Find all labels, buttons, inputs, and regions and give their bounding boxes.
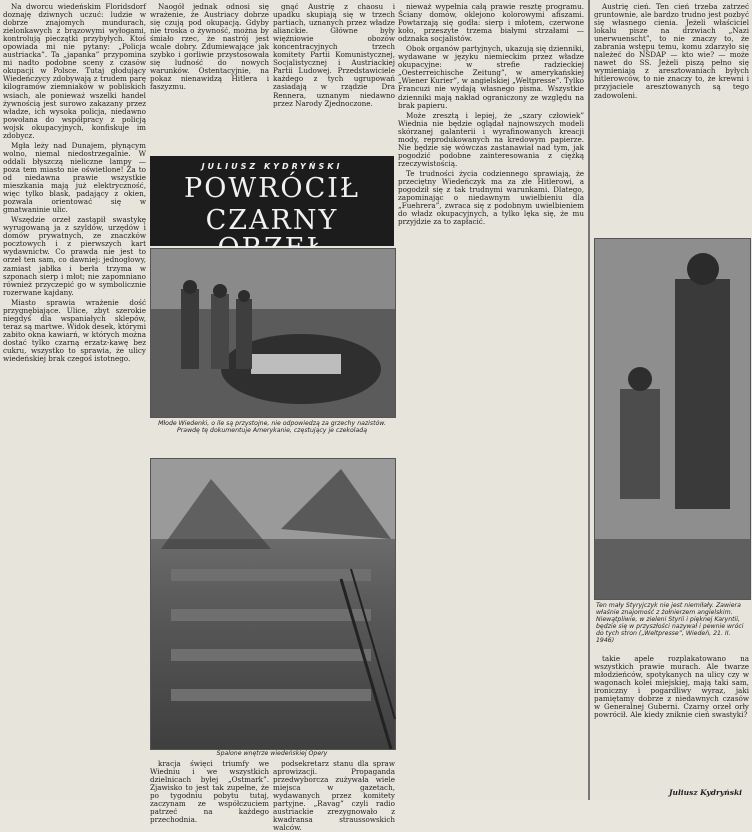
photo-caption-2: Spalone wnętrze wiedeńskiej Opery [216,750,328,757]
photo-caption-1: Młode Wiedenki, o ile są przystojne, nie odpowiedzą za grzechy nazistów. Prawdę tę dokumentuje Amerykanie, częstujący je czekoladą [158,420,386,434]
paragraph: Miasto sprawia wrażenie dość przygnębiające. Ulice, zbyt szerokie niegdyś dla wspaniałych sklepów, teraz są martwe. Widok desek, którymi zabito okna kawiarń, w których można dostać tylko czarną erzatz-kawę bez cukru, wszystko to sprawia, że ulicy wiedeńskiej brak czegoś istotnego. [3,297,146,364]
paragraph: Mgła leży nad Dunajem, płynącym wolno, niemal niedostrzegalnie. W oddali błyszczą nieliczne lampy — poza tem miasto nie oświetlone! Za to od niedawna prawie wszystkie mieszkania mają już elektryczność, więc tylko blask, padający z okien, pozwala orientować się w gmatwaninie ulic. [3,140,146,215]
paragraph: Obok organów partyjnych, ukazują się dzienniki, wydawane w języku niemieckim przez władze okupacyjne: w strefie radzieckiej „Oesterreichische Zeitung”, w amerykańskiej „Wiener Kurier”, w angielskiej „Weltpresse”. Tylko Francuzi nie wydają własnego pisma. Wszystkie dzienniki mają nakład ograniczony ze względu na brak papieru. [398,44,584,110]
paragraph: Austrię cień. Ten cień trzeba zatrzeć gruntownie, ale bardzo trudno jest pozbyć się własnego cienia. Jeżeli właściciel lokalu pisze na drzwiach „Nazi unerwuenscht”, to nie znaczy to, że zabrania wstępu temu, komu zdarzyło się należeć do NSDAP — kto wie? — może nawet do SS. Jeżeli piszą pełno się wymieniają z aresztowaniach byłych hitlerowców, to nie znaczy to, że krewni i przyjaciele aresztowanych są tego zadowoleni. [594,2,749,100]
paragraph: takie apele rozplakatowano na wszystkich prawie murach. Ale twarze młodzieńców, spotykanych na ulicy czy w wagonach kolei miejskiej, mają taki sam, ironiczny i pogardliwy wyraz, jaki pamiętamy dobrze z niedawnych czasów w Generalnej Guberni. Czarny orzeł orły powrócił. Ale kiedy zniknie cień swastyki? [594,654,749,720]
photo-opera-interior [150,458,396,750]
paragraph: nieważ wypełnia całą prawie resztę programu. Ściany domów, oklejono kolorowymi afiszami. Powtarzają się godła: sierp i młotem, czerwone koło, przeszyte trzema białymi strzałami — odznaka socjalistów. [398,2,584,44]
article-column-4 [398,3,584,793]
photo-soldier-child [594,238,751,600]
paragraph: podsekretarz stanu dla spraw aprowizacji. Propaganda przedwyborcza zużywała wiele miejsca w gazetach, wydawanych przez komitety partyjne. „Ravag” czyli radio austriackie zrezygnowało z kwadransa straussowskich walców. [273,759,395,832]
photo-caption-3: Ten mały Styryjczyk nie jest niemiłały. Zawiera właśnie znajomość z żołnierzem angielskim. Niewątpliwie, w zieleni Styrii i pięknej Karyntii, będzie się w przyszłości nazywał i pewnie wróci do tych stron („Weltpresse”, Wiedeń, 21. II. 1946) [596,602,744,644]
photo-street-illustration [151,249,395,417]
author-name: JULIUSZ KYDRYŃSKI [201,162,343,171]
photo-street-scene [150,248,396,418]
article-column-7 [150,759,269,825]
article-column-3 [273,3,395,153]
paragraph: Te trudności życia codziennego sprawiają, że przeciętny Wiedeńczyk ma za złe Hitlerowi, a pogodził się z tak trudnymi warunkami. Dlatego, zapominając o niedawnym uwielbieniu dla „Fuehrera”, zwraca się z podobnym uwielbieniem do władz okupacyjnych, a tylko lęka się, że mu przyjdzie za to zapłacić. [398,168,584,227]
article-column-1 [3,3,146,793]
paragraph: Naogół jednak odnosi się wrażenie, że Austriacy dobrze się czują pod okupacją. Gdyby nie troska o żywność, można by śmiało rzec, że nastrój jest wcale dobry. Zdumiewające jak szybko i gorliwie przystosowała się ludność do nowych warunków. Ostentacyjnie, na pokaz nienawidzą Hitlera i faszyzmu. [150,2,269,92]
paragraph: Na dworcu wiedeńskim Floridsdorf doznaję dziwnych uczuć: ludzie w dobrze znajomych mundurach, zielonkawych z brązowymi wyłogami, kontrolują pieczątki przybyłych. Ktoś opowiada mi nie pytany: „Policja austriacka”. Ta „japanka” przypomina mi nadto podobne sceny z czasów okupacji w Polsce. Tutaj głodujący Wiedeńczycy zdobywają z trudem parę kilogramów ziemniaków w pobliskich wsiach, ale ponieważ wszelki handel żywnością jest surowo zakazany przez władze, ich wysoka policja, niedawno powołana do współpracy z policją wojsk okupacyjnych, konfiskuje im zdobycz. [3,2,146,140]
paragraph: Może zresztą i lepiej, że „szary człowiek” Wiednia nie będzie oglądał najnowszych modeli skórzanej galanterii i wyrafinowanych kreacji mody, reprodukowanych na kredowym papierze. Nie będzie się wówczas zastanawiał nad tym, jak pogodzić podobne zainteresowania z ciężką rzeczywistością. [398,110,584,168]
column-divider [588,0,590,800]
article-column-5 [594,3,749,235]
paragraph: kracja święci triumfy we Wiedniu i we wszystkich dzielnicach byłej „Ostmark”. Zjawisko to jest tak zupełne, że po tygodniu pobytu tutaj, zaczynam ze współczuciem patrzeć na każdego przechodnia. [150,759,269,825]
article-column-8 [273,759,395,832]
paragraph: gnąć Austrię z chaosu i upadku skupiają się w trzech partiach, uznanych przez władze alianckie. Główne były więźniowie obozów koncentracyjnych trzech komitety Partii Komunistycznej, Socjalistycznej i Austriackiej Partii Ludowej. Przedstawiciele każdego z tych ugrupowań zasiadają w rządzie Dra Rennera, uznanym niedawno przez Narody Zjednoczone. [273,2,395,108]
paragraph: Wszędzie orzeł zastąpił swastykę wyrugowaną ja z szyldów, urzędów i domów prywatnych, ze znaczków pocztowych i z pierwszych kart wydawnictw. Co prawda nie jest to orzeł ten sam, co dawniej: jednogłowy, zamiast jabłka i berła trzyma w szponach sierp i młot; nie zapomniano również przyczepić go w symbolicznie rozerwane kajdany. [3,215,146,297]
photo-opera-illustration [151,459,395,749]
article-column-2 [150,3,269,153]
article-column-6 [594,655,749,785]
author-signature: Juliusz Kydryński [668,788,742,797]
headline-title-line-1: POWRÓCIŁ [184,173,360,204]
headline-block [150,156,394,246]
headline-title-line-2: CZARNY [205,205,339,236]
photo-soldier-illustration [595,239,750,599]
